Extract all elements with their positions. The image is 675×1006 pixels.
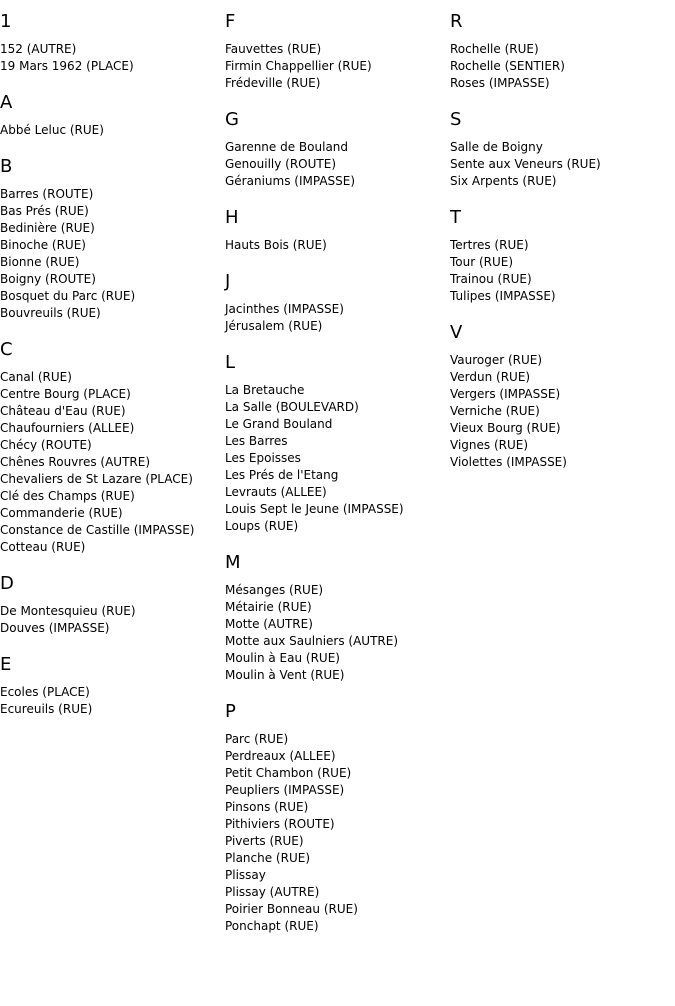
street-link[interactable]: Vieux Bourg (RUE) [450, 421, 561, 435]
street-link[interactable]: Piverts (RUE) [225, 834, 304, 848]
street-link[interactable]: Fauvettes (RUE) [225, 42, 322, 56]
letter-section [0, 573, 225, 637]
street-list [0, 41, 225, 75]
street-link[interactable]: Ponchapt (RUE) [225, 919, 319, 933]
letter-section [225, 11, 450, 92]
street-link[interactable]: 152 (AUTRE) [0, 42, 77, 56]
street-link[interactable]: Barres (ROUTE) [0, 187, 94, 201]
street-link[interactable]: Chaufourniers (ALLEE) [0, 421, 135, 435]
street-link[interactable]: Bosquet du Parc (RUE) [0, 289, 136, 303]
section-letter-heading: E [0, 654, 12, 675]
street-link[interactable]: Hauts Bois (RUE) [225, 238, 327, 252]
street-link[interactable]: Parc (RUE) [225, 732, 289, 746]
letter-section [0, 92, 225, 139]
street-link[interactable]: Ecoles (PLACE) [0, 685, 90, 699]
street-link[interactable]: Motte (AUTRE) [225, 617, 313, 631]
street-link[interactable]: Binoche (RUE) [0, 238, 86, 252]
street-link[interactable]: Rochelle (RUE) [450, 42, 539, 56]
street-link[interactable]: Genouilly (ROUTE) [225, 157, 336, 171]
street-list [225, 41, 450, 92]
street-link[interactable]: Vergers (IMPASSE) [450, 387, 561, 401]
street-link[interactable]: Moulin à Eau (RUE) [225, 651, 340, 665]
street-link[interactable]: Frédeville (RUE) [225, 76, 321, 90]
street-link[interactable]: Mésanges (RUE) [225, 583, 324, 597]
street-index-column-1 [0, 0, 225, 718]
street-link[interactable]: Poirier Bonneau (RUE) [225, 902, 358, 916]
street-link[interactable]: Bas Prés (RUE) [0, 204, 89, 218]
letter-section [450, 11, 675, 92]
street-link[interactable]: Ecureuils (RUE) [0, 702, 93, 716]
street-link[interactable]: Métairie (RUE) [225, 600, 312, 614]
street-link[interactable]: Château d'Eau (RUE) [0, 404, 126, 418]
street-list [0, 122, 225, 139]
street-link[interactable]: Chécy (ROUTE) [0, 438, 92, 452]
letter-section [450, 109, 675, 190]
letter-section [450, 207, 675, 305]
street-link[interactable]: Tulipes (IMPASSE) [450, 289, 556, 303]
section-letter-heading: H [225, 207, 239, 228]
street-link[interactable]: La Bretauche [225, 383, 305, 397]
street-link[interactable]: Verdun (RUE) [450, 370, 531, 384]
street-link[interactable]: Bedinière (RUE) [0, 221, 95, 235]
street-link[interactable]: Vauroger (RUE) [450, 353, 543, 367]
street-link[interactable]: Pithiviers (ROUTE) [225, 817, 335, 831]
street-index-column-2 [225, 0, 450, 935]
street-link[interactable]: Trainou (RUE) [450, 272, 532, 286]
street-link[interactable]: Géraniums (IMPASSE) [225, 174, 356, 188]
street-list [225, 582, 450, 684]
street-link[interactable]: Louis Sept le Jeune (IMPASSE) [225, 502, 404, 516]
street-link[interactable]: Jacinthes (IMPASSE) [225, 302, 344, 316]
section-letter-heading: P [225, 701, 236, 722]
street-link[interactable]: Constance de Castille (IMPASSE) [0, 523, 195, 537]
street-list [0, 684, 225, 718]
street-link[interactable]: Vignes (RUE) [450, 438, 529, 452]
street-link[interactable]: Levrauts (ALLEE) [225, 485, 327, 499]
street-link[interactable]: Centre Bourg (PLACE) [0, 387, 131, 401]
street-link[interactable]: Petit Chambon (RUE) [225, 766, 352, 780]
section-letter-heading: R [450, 11, 463, 32]
street-link[interactable]: Six Arpents (RUE) [450, 174, 557, 188]
street-link[interactable]: 19 Mars 1962 (PLACE) [0, 59, 134, 73]
street-link[interactable]: Douves (IMPASSE) [0, 621, 110, 635]
street-link[interactable]: Canal (RUE) [0, 370, 72, 384]
street-list [225, 731, 450, 935]
street-link[interactable]: Les Barres [225, 434, 288, 448]
street-list [0, 603, 225, 637]
letter-section [225, 352, 450, 535]
street-link[interactable]: Planche (RUE) [225, 851, 310, 865]
section-letter-heading: F [225, 11, 236, 32]
street-list [225, 237, 450, 254]
street-link[interactable]: Roses (IMPASSE) [450, 76, 550, 90]
street-list [0, 369, 225, 556]
letter-section [0, 156, 225, 322]
letter-section [450, 322, 675, 471]
street-link[interactable]: Le Grand Bouland [225, 417, 333, 431]
street-link[interactable]: Salle de Boigny [450, 140, 543, 154]
section-letter-heading: D [0, 573, 14, 594]
street-link[interactable]: Bouvreuils (RUE) [0, 306, 101, 320]
street-link[interactable]: Tertres (RUE) [450, 238, 529, 252]
street-link[interactable]: Boigny (ROUTE) [0, 272, 96, 286]
letter-section [225, 701, 450, 935]
section-letter-heading: G [225, 109, 239, 130]
letter-section [0, 339, 225, 556]
letter-section [225, 207, 450, 254]
letter-section [0, 654, 225, 718]
section-letter-heading: A [0, 92, 13, 113]
section-letter-heading: J [225, 271, 231, 292]
street-link[interactable]: Les Prés de l'Etang [225, 468, 339, 482]
letter-section [225, 552, 450, 684]
section-letter-heading: B [0, 156, 13, 177]
street-link[interactable]: Plissay (AUTRE) [225, 885, 320, 899]
section-letter-heading: V [450, 322, 463, 343]
street-link[interactable]: Motte aux Saulniers (AUTRE) [225, 634, 399, 648]
section-letter-heading: 1 [0, 11, 12, 32]
street-link[interactable]: Firmin Chappellier (RUE) [225, 59, 372, 73]
street-link[interactable]: Commanderie (RUE) [0, 506, 123, 520]
street-link[interactable]: Abbé Leluc (RUE) [0, 123, 104, 137]
street-link[interactable]: Bionne (RUE) [0, 255, 80, 269]
street-link[interactable]: Rochelle (SENTIER) [450, 59, 565, 73]
street-index-column-3 [450, 0, 675, 471]
street-list [225, 139, 450, 190]
section-letter-heading: L [225, 352, 236, 373]
street-link[interactable]: Verniche (RUE) [450, 404, 540, 418]
street-link[interactable]: Chênes Rouvres (AUTRE) [0, 455, 150, 469]
street-link[interactable]: Loups (RUE) [225, 519, 299, 533]
street-link[interactable]: Clé des Champs (RUE) [0, 489, 135, 503]
section-letter-heading: M [225, 552, 241, 573]
letter-section [0, 11, 225, 75]
street-link[interactable]: Tour (RUE) [450, 255, 514, 269]
street-link[interactable]: Chevaliers de St Lazare (PLACE) [0, 472, 193, 486]
street-link[interactable]: Plissay [225, 868, 266, 882]
street-list [450, 41, 675, 92]
street-list [225, 301, 450, 335]
street-list [0, 186, 225, 322]
street-link[interactable]: Jérusalem (RUE) [225, 319, 323, 333]
section-letter-heading: S [450, 109, 462, 130]
street-link[interactable]: La Salle (BOULEVARD) [225, 400, 359, 414]
street-link[interactable]: Sente aux Veneurs (RUE) [450, 157, 601, 171]
street-list [225, 382, 450, 535]
street-list [450, 237, 675, 305]
street-link[interactable]: De Montesquieu (RUE) [0, 604, 136, 618]
street-link[interactable]: Pinsons (RUE) [225, 800, 309, 814]
street-list [450, 352, 675, 471]
letter-section [225, 109, 450, 190]
street-link[interactable]: Perdreaux (ALLEE) [225, 749, 336, 763]
street-link[interactable]: Moulin à Vent (RUE) [225, 668, 345, 682]
street-link[interactable]: Les Epoisses [225, 451, 301, 465]
street-link[interactable]: Cotteau (RUE) [0, 540, 86, 554]
street-link[interactable]: Violettes (IMPASSE) [450, 455, 567, 469]
street-link[interactable]: Garenne de Bouland [225, 140, 349, 154]
section-letter-heading: T [450, 207, 461, 228]
street-list [450, 139, 675, 190]
section-letter-heading: C [0, 339, 13, 360]
letter-section [225, 271, 450, 335]
street-link[interactable]: Peupliers (IMPASSE) [225, 783, 345, 797]
